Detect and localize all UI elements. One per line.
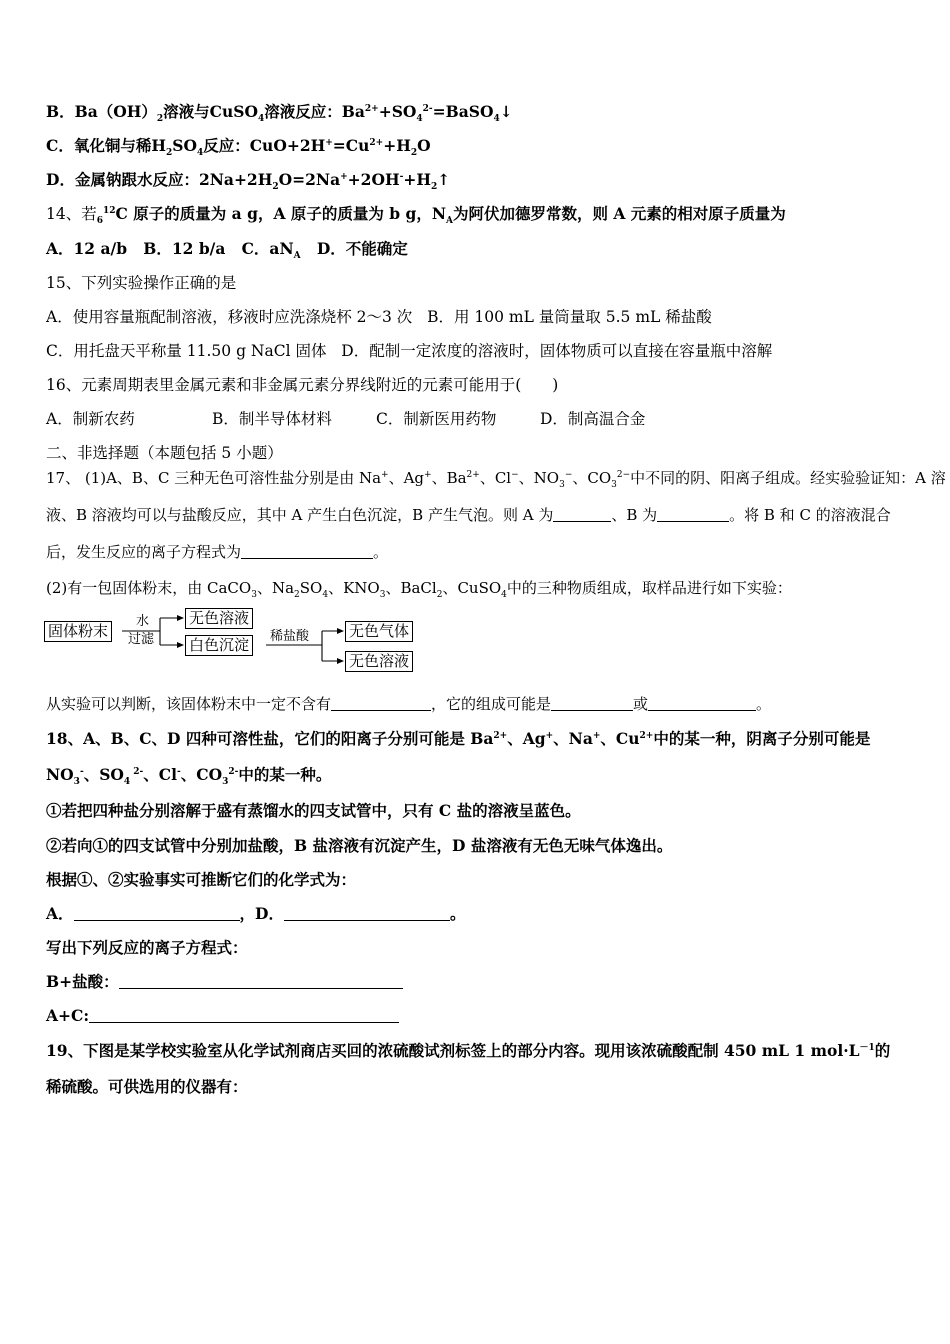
q14-option-c: C．$aN_A$	[241, 239, 301, 262]
section-2-heading: 二、非选择题（本题包括 5 小题）	[46, 444, 283, 462]
question-18-condition-1: ①若把四种盐分别溶解于盛有蒸馏水的四支试管中，只有 C 盐的溶液呈蓝色。	[46, 801, 581, 820]
flow-colorless-solution-1: 无色溶液	[185, 608, 253, 629]
experiment-flow-diagram	[44, 610, 444, 674]
question-18-answers: A． ，D． 。	[46, 904, 466, 923]
question-19-line-2: 稀硫酸。可供选用的仪器有：	[46, 1077, 248, 1096]
option-c-line: C．氧化铜与稀$H_2SO_4$反应：$CuO+2H^+=Cu^{2+}+H_2O$	[46, 136, 431, 159]
answer-blank-eq-1[interactable]	[119, 973, 403, 989]
answer-blank-excluded[interactable]	[331, 695, 431, 711]
flow-label-water: 水	[136, 614, 150, 629]
question-15-stem: 15、下列实验操作正确的是	[46, 274, 237, 292]
question-17-line-3: 后，发生反应的离子方程式为 。	[46, 543, 389, 561]
flow-label-hcl: 稀盐酸	[270, 629, 310, 644]
question-17-conclusion: 从实验可以判断，该固体粉末中一定不含有 ，它的组成可能是 或 。	[46, 695, 772, 713]
answer-blank-composition-2[interactable]	[648, 695, 756, 711]
answer-blank-eq-2[interactable]	[89, 1007, 399, 1023]
answer-blank-ionic-equation[interactable]	[241, 543, 373, 559]
question-18-write: 写出下列反应的离子方程式：	[46, 938, 248, 957]
question-18-line-1: 18、A、B、C、D 四种可溶性盐，它们的阳离子分别可能是 $Ba^{2+}$、Ag+、Na+、$Cu^{2+}$中的某一种，阴离子分别可能是	[46, 729, 871, 748]
option-b-line: B．$Ba(OH)_2$溶液与CuSO$_4$溶液反应：$Ba^{2+}+SO_4^{2-}=BaSO_4↓$	[46, 102, 513, 125]
question-18-line-2: $NO_3^-$、$SO_4$ $^{2-}$、Cl-、$CO_3^{2-}$中的某一种。	[46, 765, 332, 788]
answer-blank-b[interactable]	[657, 506, 729, 522]
question-14-stem: 14、若$_6^{12}$C 原子的质量为 a g，A 原子的质量为 b g，$N_A$为阿伏加德罗常数，则 A 元素的相对原子质量为	[46, 204, 786, 227]
flow-white-precipitate: 白色沉淀	[185, 635, 253, 656]
question-15-options-cd: C．用托盘天平称量 11.50 g NaCl 固体 D．配制一定浓度的溶液时，固体物质可以直接在容量瓶中溶解	[46, 342, 773, 360]
flow-solid-powder: 固体粉末	[44, 621, 112, 642]
question-17-line-1: 17、 (1)A、B、C 三种无色可溶性盐分别是由 Na+、Ag+、$Ba^{2+}$、Cl−、$NO_3^-$、$CO_3^{2-}$中不同的阴、阳离子组成。经实验验证知：A 溶	[46, 469, 946, 490]
question-18-infer: 根据①、②实验事实可推断它们的化学式为：	[46, 870, 357, 889]
question-17-part-2: (2)有一包固体粉末，由 CaCO$_3$、$Na_2SO_4$、$KNO_3$、BaCl$_2$、CuSO$_4$中的三种物质组成，取样品进行如下实验：	[46, 579, 792, 600]
question-18-eq-2: A+C:	[46, 1006, 910, 1026]
flow-colorless-solution-2: 无色溶液	[345, 651, 413, 672]
answer-blank-a[interactable]	[553, 506, 611, 522]
question-17-line-2: 液、B 溶液均可以与盐酸反应，其中 A 产生白色沉淀，B 产生气泡。则 A 为 、B 为 。将 B 和 C 的溶液混合	[46, 506, 891, 524]
flow-label-filter: 过滤	[128, 632, 155, 647]
answer-blank-18d[interactable]	[284, 905, 450, 921]
question-15-options-ab: A．使用容量瓶配制溶液，移液时应洗涤烧杯 2～3 次 B．用 100 mL 量筒量取 5.5 mL 稀盐酸	[46, 308, 712, 326]
q14-option-b: B．12 b/a	[143, 239, 226, 258]
question-18-condition-2: ②若向①的四支试管中分别加盐酸，B 盐溶液有沉淀产生，D 盐溶液有无色无味气体逸出。	[46, 836, 673, 855]
question-19-line-1: 19、下图是某学校实验室从化学试剂商店买回的浓硫酸试剂标签上的部分内容。现用该浓硫酸配制 450 mL 1 $mol\cdot L^{-1}$的	[46, 1041, 891, 1060]
answer-blank-composition-1[interactable]	[551, 695, 633, 711]
question-18-eq-1: B+盐酸：	[46, 972, 910, 992]
q14-option-a: A．12 a/b	[46, 239, 128, 258]
answer-blank-18a[interactable]	[74, 905, 240, 921]
question-14-options	[46, 239, 910, 262]
q14-option-d: D．不能确定	[316, 239, 408, 258]
option-d-line: D．金属钠跟水反应：$2Na+2H_2O=2Na^++2OH^-+H_2↑$	[46, 170, 451, 193]
flow-colorless-gas: 无色气体	[345, 621, 413, 642]
question-16-stem: 16、元素周期表里金属元素和非金属元素分界线附近的元素可能用于( )	[46, 376, 559, 394]
